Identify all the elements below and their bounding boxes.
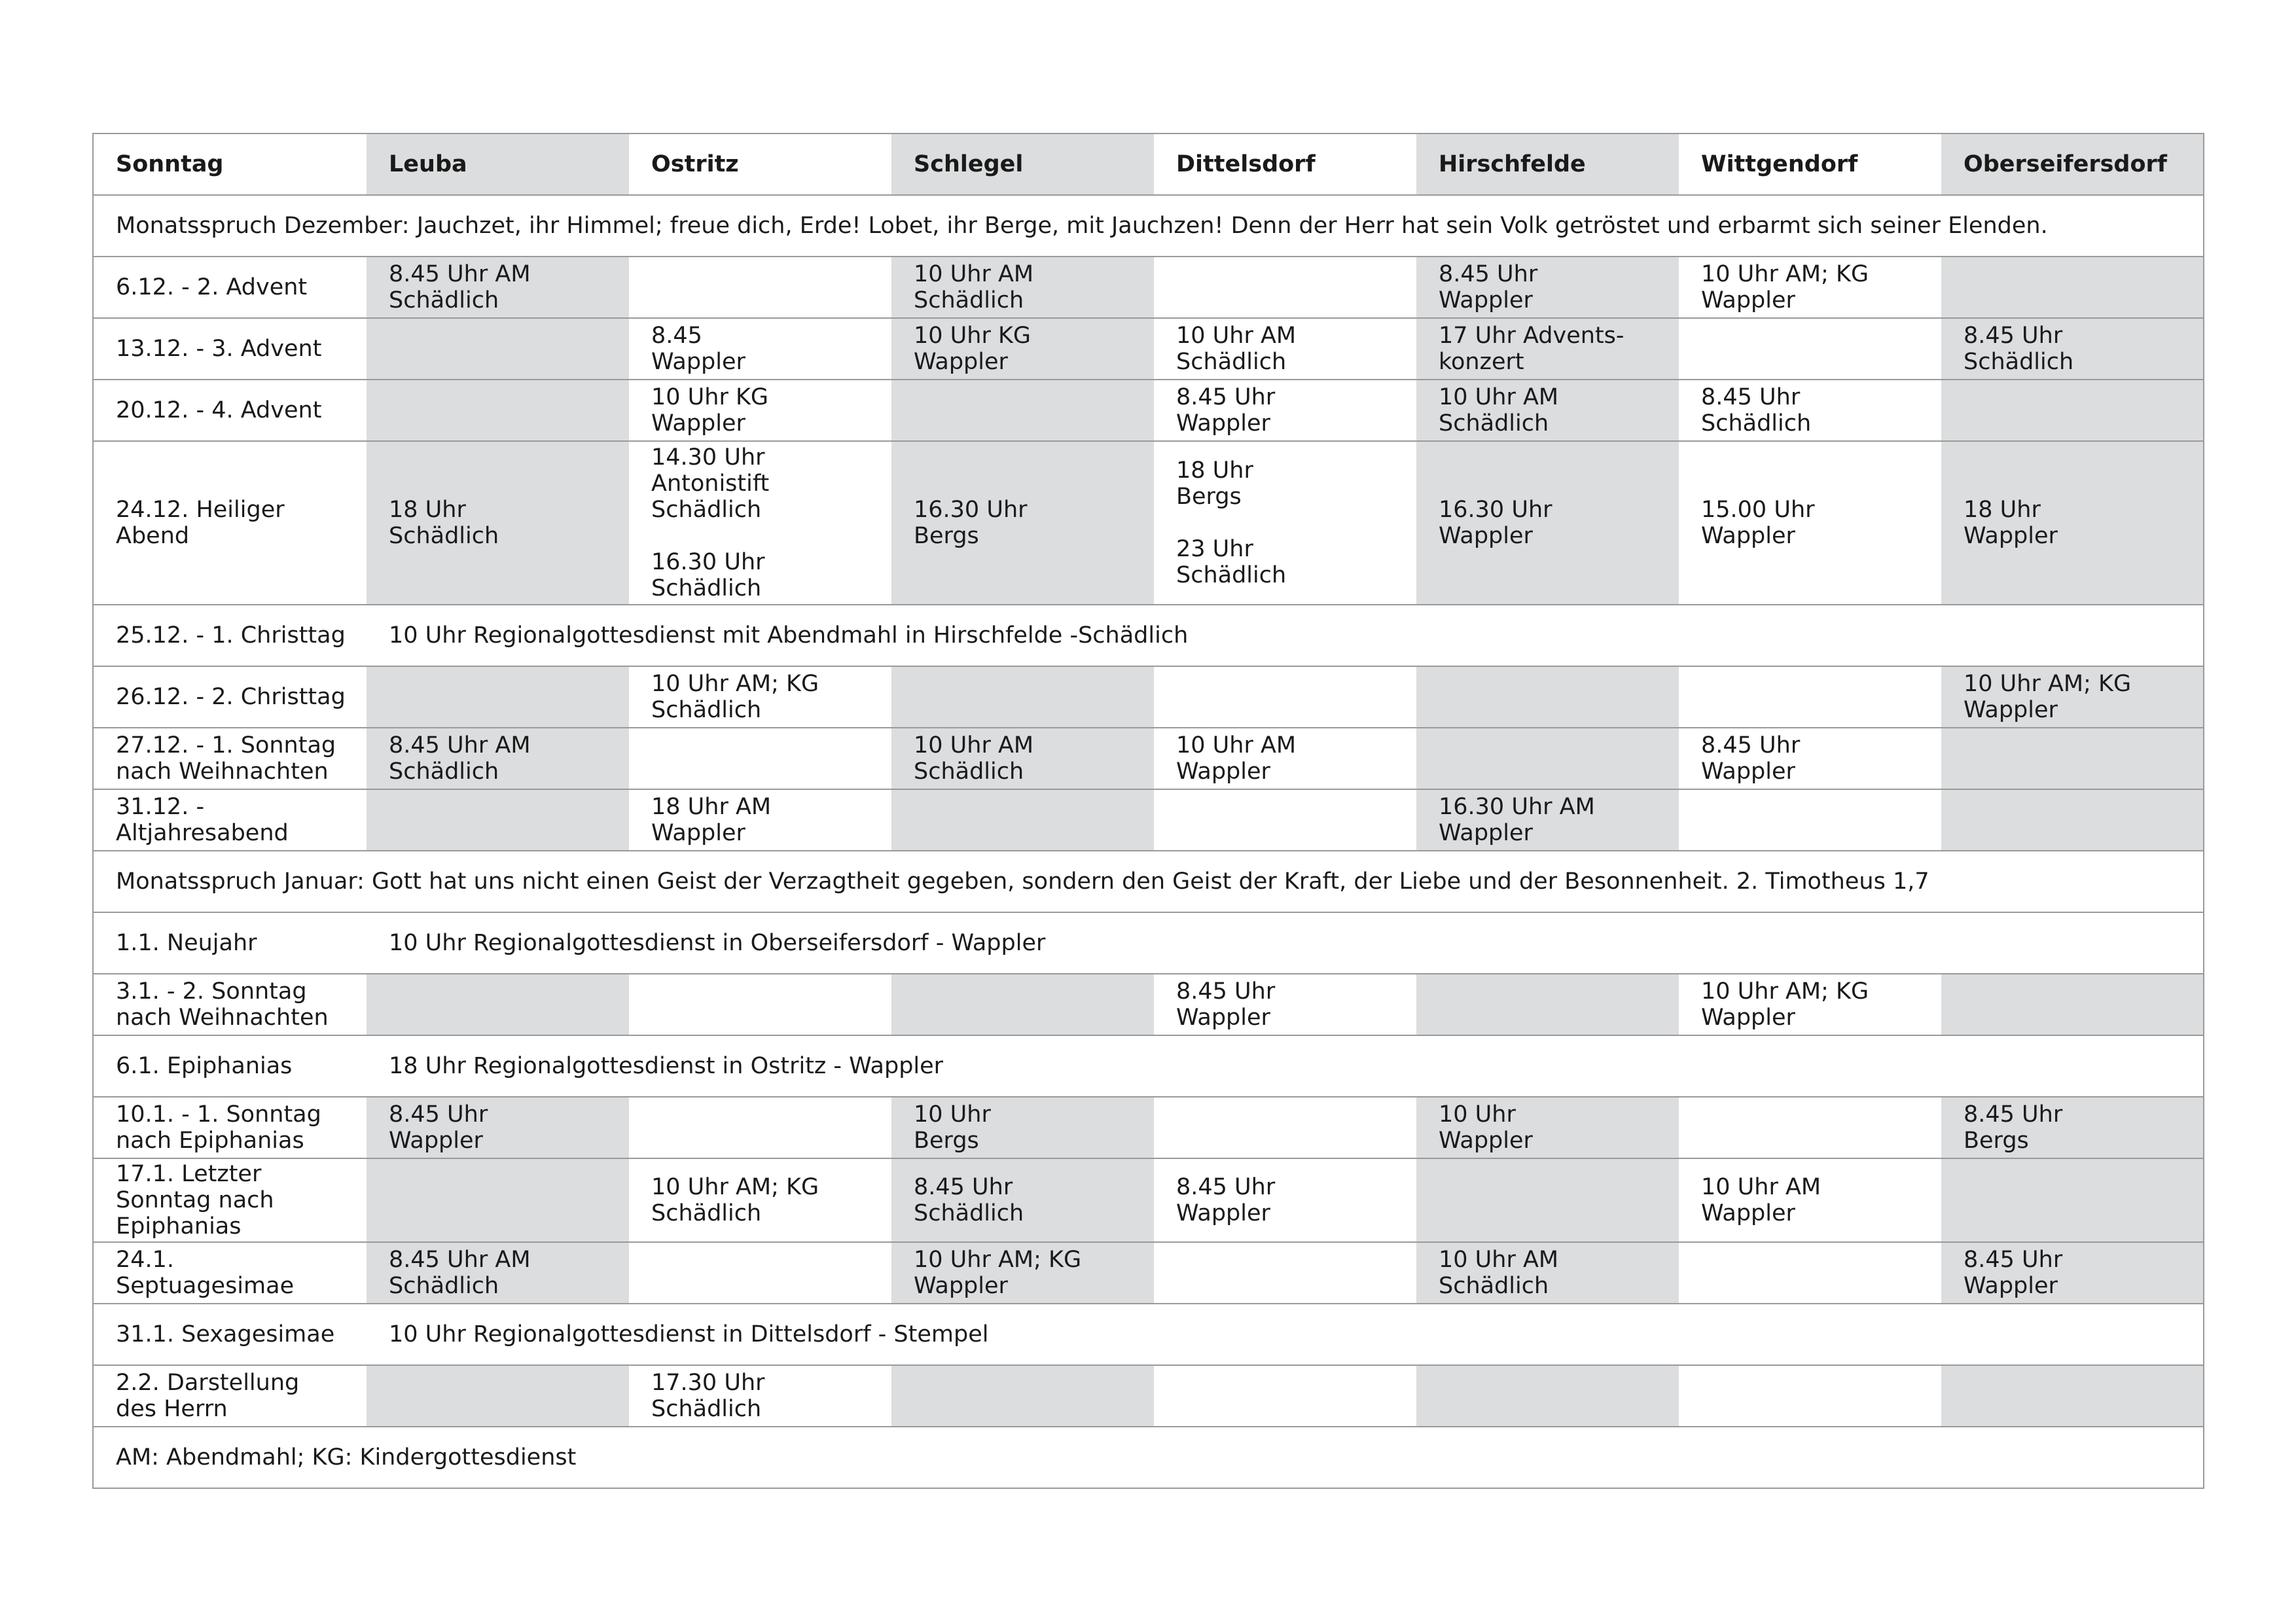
day-cell: 24.12. Heiliger Abend	[93, 441, 367, 605]
cell-ostritz: 14.30 Uhr Antonistift Schädlich 16.30 Uhr Schädlich	[629, 441, 891, 605]
cell-dittelsdorf: 8.45 Uhr Wappler	[1154, 1158, 1416, 1242]
day-cell: 13.12. - 3. Advent	[93, 318, 367, 380]
joint-service-row	[93, 1035, 2204, 1097]
cell-ostritz: 8.45 Wappler	[629, 318, 891, 380]
table-row	[93, 1365, 2204, 1427]
cell-oberseifersdorf	[1941, 974, 2204, 1035]
day-cell: 26.12. - 2. Christtag	[93, 666, 367, 728]
cell-ostritz	[629, 1242, 891, 1304]
cell-dittelsdorf	[1154, 1242, 1416, 1304]
cell-hirschfelde: 16.30 Uhr AM Wappler	[1416, 789, 1679, 851]
cell-oberseifersdorf: 8.45 Uhr Wappler	[1941, 1242, 2204, 1304]
day-cell: 20.12. - 4. Advent	[93, 380, 367, 441]
table-row	[93, 318, 2204, 380]
cell-wittgendorf: 10 Uhr AM Wappler	[1679, 1158, 1941, 1242]
cell-hirschfelde: 8.45 Uhr Wappler	[1416, 257, 1679, 318]
cell-leuba: 8.45 Uhr AM Schädlich	[367, 257, 629, 318]
cell-leuba: 18 Uhr Schädlich	[367, 441, 629, 605]
table-row	[93, 728, 2204, 789]
cell-ostritz	[629, 1097, 891, 1158]
day-cell: 6.12. - 2. Advent	[93, 257, 367, 318]
col-header-ostritz: Ostritz	[629, 134, 891, 195]
cell-oberseifersdorf: 18 Uhr Wappler	[1941, 441, 2204, 605]
cell-dittelsdorf	[1154, 257, 1416, 318]
day-cell: 6.1. Epiphanias	[93, 1035, 367, 1097]
cell-leuba: 8.45 Uhr Wappler	[367, 1097, 629, 1158]
monatsspruch-dezember-row	[93, 195, 2204, 257]
joint-service-cell: 10 Uhr Regionalgottesdienst mit Abendmahl in Hirschfelde -Schädlich	[367, 605, 2204, 666]
table-row	[93, 1158, 2204, 1242]
cell-leuba	[367, 318, 629, 380]
cell-schlegel	[891, 974, 1154, 1035]
cell-oberseifersdorf: 8.45 Uhr Bergs	[1941, 1097, 2204, 1158]
cell-schlegel: 10 Uhr KG Wappler	[891, 318, 1154, 380]
legend-text: AM: Abendmahl; KG: Kindergottesdienst	[93, 1427, 2204, 1488]
cell-hirschfelde: 17 Uhr Advents- konzert	[1416, 318, 1679, 380]
cell-oberseifersdorf	[1941, 257, 2204, 318]
cell-wittgendorf: 15.00 Uhr Wappler	[1679, 441, 1941, 605]
cell-oberseifersdorf	[1941, 1158, 2204, 1242]
cell-ostritz: 18 Uhr AM Wappler	[629, 789, 891, 851]
col-header-wittgendorf: Wittgendorf	[1679, 134, 1941, 195]
joint-service-cell: 10 Uhr Regionalgottesdienst in Oberseifersdorf - Wappler	[367, 912, 2204, 974]
col-header-sonntag: Sonntag	[93, 134, 367, 195]
day-cell: 25.12. - 1. Christtag	[93, 605, 367, 666]
cell-wittgendorf	[1679, 666, 1941, 728]
cell-ostritz: 10 Uhr KG Wappler	[629, 380, 891, 441]
cell-hirschfelde: 10 Uhr AM Schädlich	[1416, 1242, 1679, 1304]
cell-schlegel	[891, 380, 1154, 441]
cell-dittelsdorf	[1154, 1365, 1416, 1427]
cell-leuba	[367, 1365, 629, 1427]
cell-dittelsdorf	[1154, 666, 1416, 728]
table-row	[93, 380, 2204, 441]
cell-oberseifersdorf	[1941, 789, 2204, 851]
cell-schlegel: 8.45 Uhr Schädlich	[891, 1158, 1154, 1242]
gottesdienst-schedule-table	[92, 133, 2204, 1489]
monatsspruch-januar: Monatsspruch Januar: Gott hat uns nicht einen Geist der Verzagtheit gegeben, sondern den Geist der Kraft, der Liebe und der Besonnenheit. 2. Timotheus 1,7	[93, 851, 2204, 912]
day-cell: 24.1. Septuagesimae	[93, 1242, 367, 1304]
legend-row	[93, 1427, 2204, 1488]
cell-schlegel	[891, 666, 1154, 728]
cell-schlegel: 16.30 Uhr Bergs	[891, 441, 1154, 605]
table-row	[93, 1097, 2204, 1158]
joint-service-cell: 10 Uhr Regionalgottesdienst in Dittelsdorf - Stempel	[367, 1304, 2204, 1365]
table-row	[93, 974, 2204, 1035]
cell-leuba	[367, 974, 629, 1035]
cell-wittgendorf: 8.45 Uhr Schädlich	[1679, 380, 1941, 441]
cell-ostritz: 10 Uhr AM; KG Schädlich	[629, 666, 891, 728]
cell-dittelsdorf: 18 Uhr Bergs 23 Uhr Schädlich	[1154, 441, 1416, 605]
cell-dittelsdorf: 10 Uhr AM Wappler	[1154, 728, 1416, 789]
joint-service-cell: 18 Uhr Regionalgottesdienst in Ostritz - Wappler	[367, 1035, 2204, 1097]
cell-hirschfelde: 16.30 Uhr Wappler	[1416, 441, 1679, 605]
joint-service-row	[93, 605, 2204, 666]
cell-dittelsdorf	[1154, 789, 1416, 851]
cell-hirschfelde	[1416, 974, 1679, 1035]
cell-schlegel: 10 Uhr Bergs	[891, 1097, 1154, 1158]
cell-leuba	[367, 666, 629, 728]
cell-hirschfelde	[1416, 1158, 1679, 1242]
cell-wittgendorf	[1679, 1242, 1941, 1304]
cell-dittelsdorf: 10 Uhr AM Schädlich	[1154, 318, 1416, 380]
cell-dittelsdorf: 8.45 Uhr Wappler	[1154, 380, 1416, 441]
col-header-dittelsdorf: Dittelsdorf	[1154, 134, 1416, 195]
cell-hirschfelde	[1416, 1365, 1679, 1427]
col-header-hirschfelde: Hirschfelde	[1416, 134, 1679, 195]
cell-schlegel: 10 Uhr AM Schädlich	[891, 257, 1154, 318]
table-row	[93, 441, 2204, 605]
cell-ostritz: 10 Uhr AM; KG Schädlich	[629, 1158, 891, 1242]
cell-schlegel: 10 Uhr AM; KG Wappler	[891, 1242, 1154, 1304]
cell-oberseifersdorf: 10 Uhr AM; KG Wappler	[1941, 666, 2204, 728]
cell-wittgendorf	[1679, 1365, 1941, 1427]
day-cell: 3.1. - 2. Sonntag nach Weihnachten	[93, 974, 367, 1035]
cell-schlegel	[891, 789, 1154, 851]
cell-wittgendorf: 10 Uhr AM; KG Wappler	[1679, 974, 1941, 1035]
cell-oberseifersdorf	[1941, 1365, 2204, 1427]
cell-ostritz: 17.30 Uhr Schädlich	[629, 1365, 891, 1427]
day-cell: 1.1. Neujahr	[93, 912, 367, 974]
cell-hirschfelde	[1416, 666, 1679, 728]
table-row	[93, 257, 2204, 318]
cell-ostritz	[629, 728, 891, 789]
cell-oberseifersdorf	[1941, 728, 2204, 789]
cell-hirschfelde: 10 Uhr Wappler	[1416, 1097, 1679, 1158]
cell-leuba: 8.45 Uhr AM Schädlich	[367, 728, 629, 789]
cell-wittgendorf	[1679, 318, 1941, 380]
cell-leuba: 8.45 Uhr AM Schädlich	[367, 1242, 629, 1304]
cell-leuba	[367, 380, 629, 441]
col-header-schlegel: Schlegel	[891, 134, 1154, 195]
cell-wittgendorf: 10 Uhr AM; KG Wappler	[1679, 257, 1941, 318]
day-cell: 27.12. - 1. Sonntag nach Weihnachten	[93, 728, 367, 789]
cell-wittgendorf: 8.45 Uhr Wappler	[1679, 728, 1941, 789]
monatsspruch-januar-row	[93, 851, 2204, 912]
day-cell: 10.1. - 1. Sonntag nach Epiphanias	[93, 1097, 367, 1158]
day-cell: 31.12. - Altjahresabend	[93, 789, 367, 851]
table-row	[93, 666, 2204, 728]
cell-dittelsdorf	[1154, 1097, 1416, 1158]
cell-ostritz	[629, 257, 891, 318]
col-header-leuba: Leuba	[367, 134, 629, 195]
joint-service-row	[93, 912, 2204, 974]
cell-dittelsdorf: 8.45 Uhr Wappler	[1154, 974, 1416, 1035]
header-row	[93, 134, 2204, 195]
cell-oberseifersdorf: 8.45 Uhr Schädlich	[1941, 318, 2204, 380]
cell-hirschfelde	[1416, 728, 1679, 789]
day-cell: 31.1. Sexagesimae	[93, 1304, 367, 1365]
day-cell: 17.1. Letzter Sonntag nach Epiphanias	[93, 1158, 367, 1242]
cell-wittgendorf	[1679, 1097, 1941, 1158]
cell-leuba	[367, 789, 629, 851]
day-cell: 2.2. Darstellung des Herrn	[93, 1365, 367, 1427]
cell-ostritz	[629, 974, 891, 1035]
cell-hirschfelde: 10 Uhr AM Schädlich	[1416, 380, 1679, 441]
cell-leuba	[367, 1158, 629, 1242]
cell-wittgendorf	[1679, 789, 1941, 851]
cell-oberseifersdorf	[1941, 380, 2204, 441]
joint-service-row	[93, 1304, 2204, 1365]
table-row	[93, 789, 2204, 851]
monatsspruch-dezember: Monatsspruch Dezember: Jauchzet, ihr Himmel; freue dich, Erde! Lobet, ihr Berge, mit Jauchzen! Denn der Herr hat sein Volk getröstet und erbarmt sich seiner Elenden.	[93, 195, 2204, 257]
cell-schlegel	[891, 1365, 1154, 1427]
table-row	[93, 1242, 2204, 1304]
col-header-oberseifersdorf: Oberseifersdorf	[1941, 134, 2204, 195]
cell-schlegel: 10 Uhr AM Schädlich	[891, 728, 1154, 789]
